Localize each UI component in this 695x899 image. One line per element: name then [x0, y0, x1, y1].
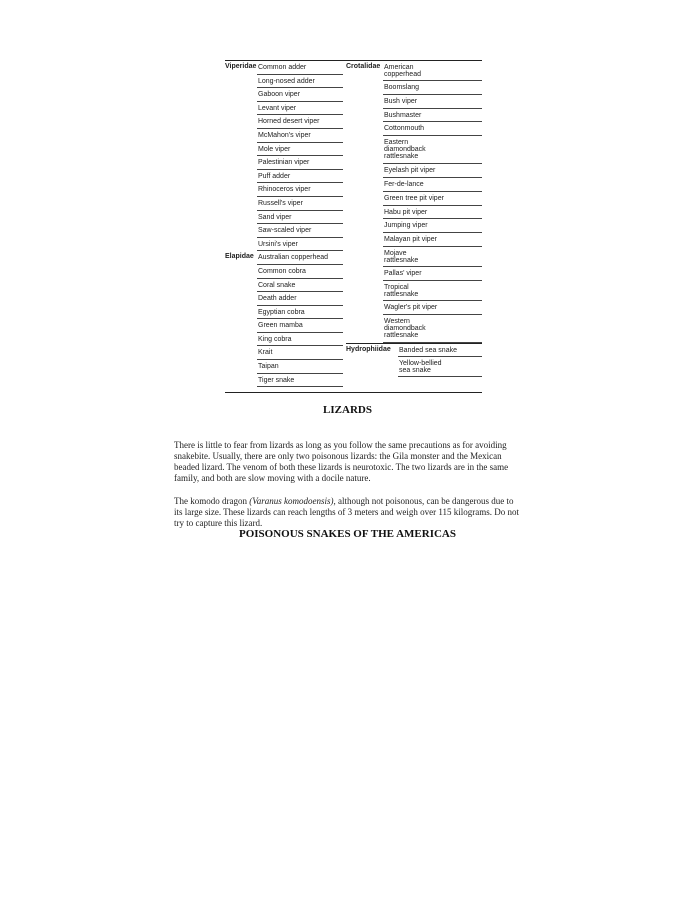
snake-entry: Common adder: [257, 61, 343, 75]
snake-entry: Green tree pit viper: [383, 192, 482, 206]
table-right-column: [346, 61, 482, 377]
snake-entry: Mole viper: [257, 143, 343, 157]
snake-entry: Malayan pit viper: [383, 233, 482, 247]
snake-entry: Boomslang: [383, 81, 482, 95]
snake-entry: Cottonmouth: [383, 122, 482, 136]
snake-entry: Levant viper: [257, 102, 343, 116]
poisonous-snakes-table: [225, 60, 482, 393]
family-label: Crotalidae: [346, 63, 381, 70]
snake-entry: Taipan: [257, 360, 343, 374]
snake-entry: Palestinian viper: [257, 156, 343, 170]
paragraph-text: although not poisonous, can be dangerous due to its large size. These lizards can reach lengths of 3 meters and weigh over 115 kilograms. Do not try to capture this lizard.: [174, 496, 519, 528]
snake-entry: Horned desert viper: [257, 115, 343, 129]
snake-entry: Bushmaster: [383, 109, 482, 123]
family-entries: [257, 61, 343, 251]
family-viperidae: [225, 61, 343, 251]
family-entries: [257, 251, 343, 387]
snake-entry: Wagler's pit viper: [383, 301, 482, 315]
snake-entry: Western diamondback rattlesnake: [383, 315, 482, 343]
lizards-paragraph-2: [174, 496, 522, 529]
snake-entry: Australian copperhead: [257, 251, 343, 265]
snake-entry: Rhinoceros viper: [257, 183, 343, 197]
snake-entry: Tiger snake: [257, 374, 343, 388]
table-left-column: [225, 61, 343, 387]
snake-entry: Death adder: [257, 292, 343, 306]
snake-entry: Pallas' viper: [383, 267, 482, 281]
section-heading-americas: POISONOUS SNAKES OF THE AMERICAS: [239, 528, 456, 540]
snake-entry: American copperhead: [383, 61, 482, 81]
snake-entry: Russell's viper: [257, 197, 343, 211]
family-label: Hydrophiidae: [346, 345, 391, 353]
snake-entry: Puff adder: [257, 170, 343, 184]
snake-entry: Mojave rattlesnake: [383, 247, 482, 267]
snake-entry: Yellow-bellied sea snake: [398, 357, 482, 377]
snake-entry: Long-nosed adder: [257, 75, 343, 89]
snake-entry: Sand viper: [257, 211, 343, 225]
snake-entry: Habu pit viper: [383, 206, 482, 220]
snake-entry: Tropical rattlesnake: [383, 281, 482, 301]
section-heading-lizards: LIZARDS: [323, 404, 372, 416]
snake-entry: Krait: [257, 346, 343, 360]
snake-entry: Eastern diamondback rattlesnake: [383, 136, 482, 164]
snake-entry: Jumping viper: [383, 219, 482, 233]
lizards-paragraph-1: There is little to fear from lizards as long as you follow the same precautions as for avoiding snakebite. Usually, there are only two poisonous lizards: the Gila monster and the Mexican beaded lizard. The venom of both these lizards is neurotoxic. The two lizards are in the same family, and both are slow moving with a docile nature.: [174, 440, 509, 483]
snake-entry: King cobra: [257, 333, 343, 347]
family-entries: [398, 344, 482, 378]
family-elapidae: [225, 251, 343, 387]
snake-entry: Green mamba: [257, 319, 343, 333]
snake-entry: Ursini's viper: [257, 238, 343, 252]
snake-entry: Bush viper: [383, 95, 482, 109]
family-hydrophiidae: [346, 343, 482, 378]
snake-entry: Saw-scaled viper: [257, 224, 343, 238]
snake-entry: Common cobra: [257, 265, 343, 279]
family-label: Viperidae: [225, 63, 257, 70]
family-crotalidae: [346, 61, 482, 343]
snake-entry: Banded sea snake: [398, 344, 482, 358]
family-entries: [383, 61, 482, 343]
snake-entry: Egyptian cobra: [257, 306, 343, 320]
snake-entry: Coral snake: [257, 279, 343, 293]
snake-entry: Eyelash pit viper: [383, 164, 482, 178]
snake-entry: Fer-de-lance: [383, 178, 482, 192]
snake-entry: McMahon's viper: [257, 129, 343, 143]
paragraph-text: The komodo dragon: [174, 496, 250, 506]
scientific-name: (Varanus komodoensis),: [249, 496, 336, 506]
snake-entry: Gaboon viper: [257, 88, 343, 102]
family-label: Elapidae: [225, 253, 254, 261]
